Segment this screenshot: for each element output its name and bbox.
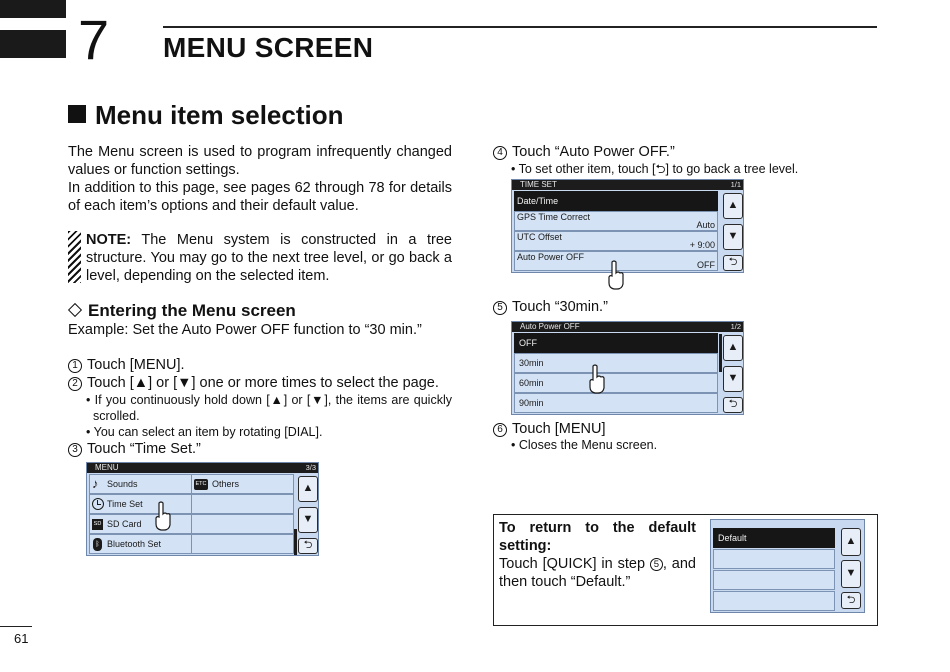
option-default[interactable]: [713, 528, 835, 548]
menu-item-time-set[interactable]: [89, 494, 192, 514]
header-rule: [163, 26, 877, 28]
option-label: 60min: [519, 378, 544, 388]
callout-text-before: Touch [QUICK] in step: [499, 556, 650, 572]
auto-power-off-screen-illustration: [511, 321, 744, 415]
option-empty: [713, 570, 835, 590]
auto-power-off-title: Auto Power OFF: [520, 322, 580, 331]
intro-paragraph-1: The Menu screen is used to program infrequently changed values or function settings.: [68, 144, 452, 178]
callout-step-ref: 5: [650, 558, 663, 571]
menu-screen-page: 3/3: [305, 463, 316, 472]
step-1: [68, 356, 185, 374]
menu-screen-illustration: [86, 462, 319, 556]
step-2-bullet-1: • If you continuously hold down [▲] or [▼], the items are quickly scrolled.: [86, 393, 452, 423]
chapter-tab-bar-bottom: [0, 30, 66, 58]
hand-pointer-icon: [587, 364, 607, 394]
menu-item-empty: [191, 494, 294, 514]
step-number-3: 3: [68, 443, 82, 457]
option-label: 30min: [519, 358, 544, 368]
note-label: NOTE:: [86, 232, 132, 248]
page-number: 61: [14, 631, 29, 646]
item-label: Auto Power OFF: [517, 252, 585, 262]
step-1-text: Touch [MENU].: [87, 357, 185, 373]
menu-screen-titlebar: [87, 463, 318, 473]
step-5-text: Touch “30min.”: [512, 299, 608, 315]
diamond-bullet-icon: [68, 303, 82, 317]
up-button[interactable]: ▲: [723, 335, 743, 361]
menu-item-label: Bluetooth Set: [107, 539, 162, 549]
square-bullet-icon: [68, 105, 86, 123]
hand-pointer-icon: [606, 260, 626, 290]
option-off[interactable]: [514, 333, 718, 353]
option-empty: [713, 591, 835, 611]
option-30min[interactable]: [514, 353, 718, 373]
item-label: GPS Time Correct: [517, 212, 591, 222]
section-title: Menu item selection: [95, 100, 344, 130]
hand-pointer-icon: [153, 501, 173, 531]
others-icon: ETC: [194, 479, 208, 490]
back-button[interactable]: ⮌: [723, 397, 743, 413]
step-2-bullet-2: • You can select an item by rotating [DIAL].: [86, 425, 323, 439]
default-screen-illustration: [710, 519, 865, 613]
option-label: Default: [718, 533, 747, 543]
time-set-screen-illustration: [511, 179, 744, 273]
time-set-page: 1/1: [730, 180, 741, 189]
up-button[interactable]: ▲: [841, 528, 861, 556]
step-number-5: 5: [493, 301, 507, 315]
step-number-4: 4: [493, 146, 507, 160]
menu-item-label: Others: [212, 479, 240, 489]
option-label: 90min: [519, 398, 544, 408]
item-label: UTC Offset: [517, 232, 562, 242]
back-button[interactable]: ⮌: [723, 255, 743, 271]
menu-item-label: Sounds: [107, 479, 138, 489]
time-set-item-utc-offset[interactable]: [514, 231, 718, 251]
chapter-number: 7: [78, 8, 110, 71]
item-value: Auto: [696, 220, 715, 230]
page-number-rule: [0, 626, 32, 627]
intro-paragraph-2: In addition to this page, see pages 62 through 78 for details of each item’s options and their default value.: [68, 180, 452, 214]
menu-item-sounds[interactable]: [89, 474, 192, 494]
down-button[interactable]: ▼: [723, 224, 743, 250]
step-3: [68, 440, 201, 458]
clock-icon: [92, 498, 104, 510]
menu-item-empty: [191, 534, 294, 554]
menu-item-label: Time Set: [107, 499, 143, 509]
step-6-bullet: • Closes the Menu screen.: [511, 438, 658, 452]
up-button[interactable]: ▲: [723, 193, 743, 219]
step-number-6: 6: [493, 423, 507, 437]
chapter-tab-bar-top: [0, 0, 66, 18]
note-hatch-icon: [68, 231, 81, 283]
back-button[interactable]: ⮌: [298, 538, 318, 554]
step-2-text: Touch [▲] or [▼] one or more times to select the page.: [87, 375, 439, 391]
callout-text-after: , and then touch “Default.”: [499, 556, 696, 590]
subsection-heading: [68, 301, 296, 321]
menu-item-empty: [191, 514, 294, 534]
item-value: OFF: [697, 260, 715, 270]
section-heading: [68, 100, 344, 131]
option-label: OFF: [519, 338, 537, 348]
step-3-text: Touch “Time Set.”: [87, 441, 201, 457]
default-setting-callout: [493, 514, 878, 626]
scrollbar[interactable]: [719, 334, 722, 372]
menu-item-label: SD Card: [107, 519, 142, 529]
note-text: [86, 231, 452, 285]
callout-title: To return to the default setting:: [499, 520, 696, 554]
subsection-title: Entering the Menu screen: [88, 301, 296, 320]
time-set-item-gps-time-correct[interactable]: [514, 211, 718, 231]
step-5: [493, 298, 608, 316]
step-6: [493, 420, 605, 438]
step-2: [68, 374, 439, 392]
step-4-text: Touch “Auto Power OFF.”: [512, 144, 675, 160]
menu-item-sd-card[interactable]: [89, 514, 192, 534]
option-60min[interactable]: [514, 373, 718, 393]
step-4: [493, 143, 675, 161]
step-6-text: Touch [MENU]: [512, 421, 606, 437]
auto-power-off-titlebar: [512, 322, 743, 332]
menu-screen-title: MENU: [95, 463, 119, 472]
time-set-title: TIME SET: [520, 180, 557, 189]
bluetooth-icon: ᛒ: [93, 538, 102, 551]
step-4-bullet: • To set other item, touch [⮌] to go back a tree level.: [511, 162, 799, 176]
menu-item-bluetooth-set[interactable]: [89, 534, 192, 554]
option-empty: [713, 549, 835, 569]
time-set-titlebar: [512, 180, 743, 190]
item-label: Date/Time: [517, 196, 559, 206]
chapter-title: MENU SCREEN: [163, 32, 374, 63]
callout-text-block: [499, 519, 696, 591]
down-button[interactable]: ▼: [298, 507, 318, 533]
scrollbar[interactable]: [294, 529, 297, 555]
up-button[interactable]: ▲: [298, 476, 318, 502]
option-90min[interactable]: [514, 393, 718, 413]
down-button[interactable]: ▼: [723, 366, 743, 392]
time-set-item-date-time[interactable]: [514, 191, 718, 211]
note-body: The Menu system is constructed in a tree structure. You may go to the next tree level, or go back a level, depending on the selected item.: [86, 232, 452, 284]
back-button[interactable]: ⮌: [841, 592, 861, 609]
auto-power-off-page: 1/2: [730, 322, 741, 331]
item-value: + 9:00: [689, 240, 715, 250]
down-button[interactable]: ▼: [841, 560, 861, 588]
example-text: Example: Set the Auto Power OFF function to “30 min.”: [68, 322, 422, 338]
music-note-icon: ♪: [92, 476, 99, 491]
step-number-2: 2: [68, 377, 82, 391]
step-number-1: 1: [68, 359, 82, 373]
sd-card-icon: SD: [92, 519, 103, 530]
menu-item-others[interactable]: [191, 474, 294, 494]
